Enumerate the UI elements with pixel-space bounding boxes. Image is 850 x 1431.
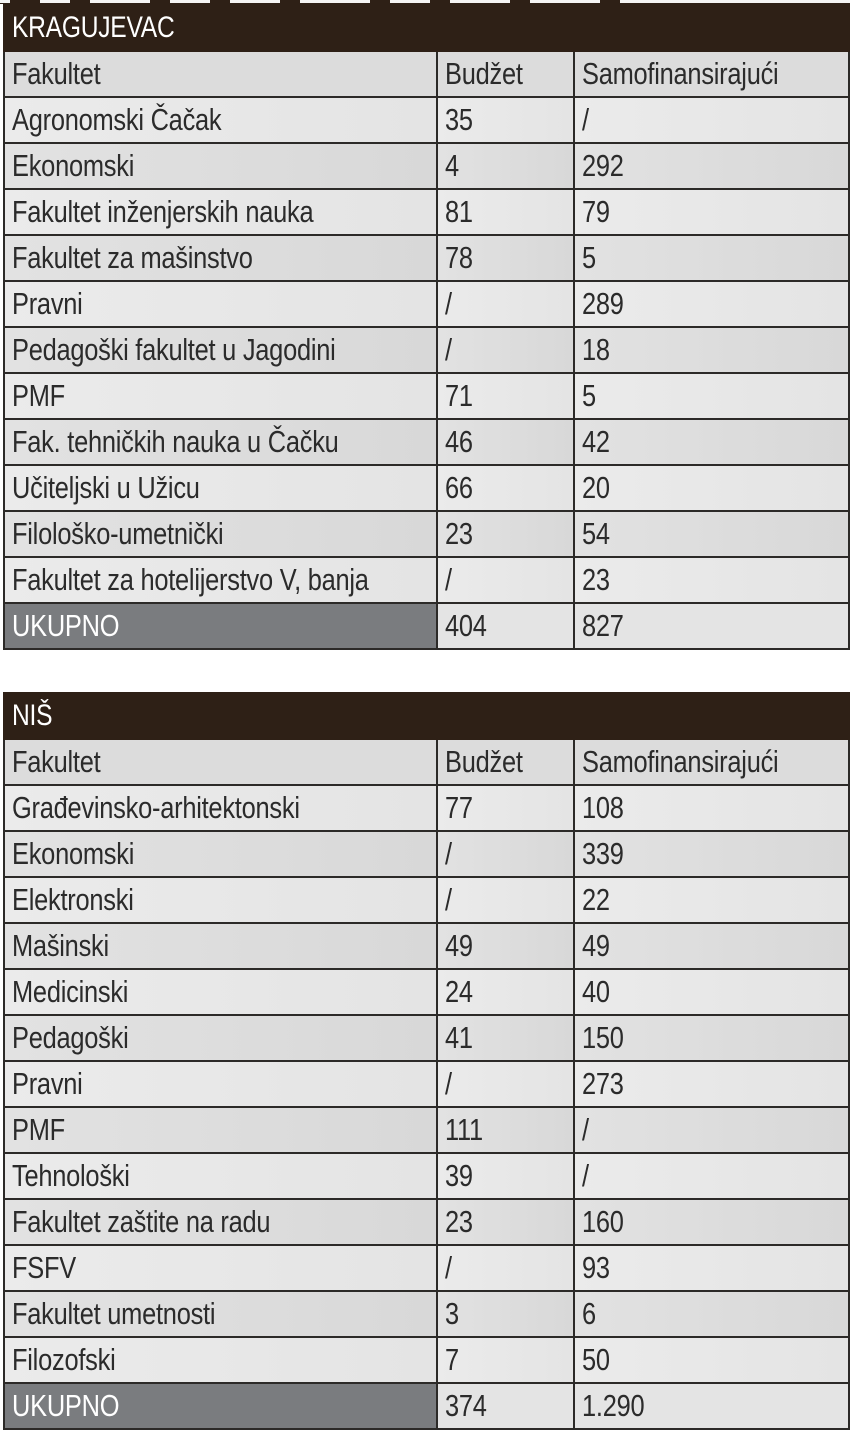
budget-cell: 71 <box>437 373 574 419</box>
table-row <box>4 1015 849 1061</box>
self-financed-cell: 6 <box>574 1291 849 1337</box>
self-financed-cell: 108 <box>574 785 849 831</box>
self-financed-cell: 40 <box>574 969 849 1015</box>
table-title-row <box>4 693 849 739</box>
self-financed-cell: 22 <box>574 877 849 923</box>
table-row <box>4 97 849 143</box>
faculty-cell: Ekonomski <box>4 143 437 189</box>
budget-cell: 39 <box>437 1153 574 1199</box>
table-row <box>4 1199 849 1245</box>
budget-cell: 81 <box>437 189 574 235</box>
self-financed-cell: 42 <box>574 419 849 465</box>
faculty-cell: Filološko-umetnički <box>4 511 437 557</box>
budget-cell: / <box>437 831 574 877</box>
total-row <box>4 1383 849 1429</box>
self-financed-cell: 292 <box>574 143 849 189</box>
table-title-row <box>4 5 849 51</box>
table-row <box>4 1153 849 1199</box>
faculty-cell: Fakultet za hotelijerstvo V, banja <box>4 557 437 603</box>
self-financed-cell: 150 <box>574 1015 849 1061</box>
faculty-cell: Fakultet inženjerskih nauka <box>4 189 437 235</box>
header-row <box>4 51 849 97</box>
faculty-cell: Pravni <box>4 281 437 327</box>
budget-cell: / <box>437 877 574 923</box>
total-row <box>4 603 849 649</box>
table-row <box>4 969 849 1015</box>
self-financed-cell: / <box>574 1107 849 1153</box>
budget-cell: 7 <box>437 1337 574 1383</box>
budget-cell: 49 <box>437 923 574 969</box>
table-row <box>4 327 849 373</box>
total-budget: 374 <box>437 1383 574 1429</box>
budget-cell: / <box>437 557 574 603</box>
table-title: KRAGUJEVAC <box>4 5 849 51</box>
faculty-cell: Filozofski <box>4 1337 437 1383</box>
faculty-cell: Fakultet zaštite na radu <box>4 1199 437 1245</box>
budget-cell: 24 <box>437 969 574 1015</box>
budget-cell: 78 <box>437 235 574 281</box>
column-header-budget: Budžet <box>437 739 574 785</box>
faculty-cell: Elektronski <box>4 877 437 923</box>
self-financed-cell: / <box>574 1153 849 1199</box>
table-row <box>4 923 849 969</box>
faculty-cell: Pravni <box>4 1061 437 1107</box>
column-header-faculty: Fakultet <box>4 739 437 785</box>
self-financed-cell: 54 <box>574 511 849 557</box>
budget-cell: 41 <box>437 1015 574 1061</box>
self-financed-cell: 23 <box>574 557 849 603</box>
faculty-cell: Mašinski <box>4 923 437 969</box>
faculty-cell: Fakultet za mašinstvo <box>4 235 437 281</box>
self-financed-cell: 49 <box>574 923 849 969</box>
budget-cell: 46 <box>437 419 574 465</box>
table-row <box>4 1061 849 1107</box>
faculty-cell: Agronomski Čačak <box>4 97 437 143</box>
header-row <box>4 739 849 785</box>
budget-cell: 66 <box>437 465 574 511</box>
table-row <box>4 143 849 189</box>
table-row <box>4 785 849 831</box>
table-row <box>4 877 849 923</box>
self-financed-cell: 93 <box>574 1245 849 1291</box>
table-row <box>4 1107 849 1153</box>
total-budget: 404 <box>437 603 574 649</box>
self-financed-cell: 79 <box>574 189 849 235</box>
budget-cell: 4 <box>437 143 574 189</box>
budget-cell: 23 <box>437 1199 574 1245</box>
table-row <box>4 235 849 281</box>
table-row <box>4 1245 849 1291</box>
self-financed-cell: 18 <box>574 327 849 373</box>
column-header-budget: Budžet <box>437 51 574 97</box>
self-financed-cell: 339 <box>574 831 849 877</box>
faculty-cell: Fakultet umetnosti <box>4 1291 437 1337</box>
column-header-faculty: Fakultet <box>4 51 437 97</box>
total-label: UKUPNO <box>4 603 437 649</box>
self-financed-cell: 273 <box>574 1061 849 1107</box>
self-financed-cell: 20 <box>574 465 849 511</box>
table-row <box>4 1337 849 1383</box>
table-row <box>4 465 849 511</box>
budget-cell: 3 <box>437 1291 574 1337</box>
total-self-financed: 1.290 <box>574 1383 849 1429</box>
faculty-cell: Fak. tehničkih nauka u Čačku <box>4 419 437 465</box>
self-financed-cell: 160 <box>574 1199 849 1245</box>
kragujevac-table <box>3 4 850 650</box>
nis-table <box>3 692 850 1430</box>
budget-cell: 111 <box>437 1107 574 1153</box>
total-self-financed: 827 <box>574 603 849 649</box>
faculty-cell: FSFV <box>4 1245 437 1291</box>
table-row <box>4 281 849 327</box>
faculty-cell: Pedagoški fakultet u Jagodini <box>4 327 437 373</box>
total-label: UKUPNO <box>4 1383 437 1429</box>
self-financed-cell: 5 <box>574 235 849 281</box>
faculty-cell: Medicinski <box>4 969 437 1015</box>
self-financed-cell: 50 <box>574 1337 849 1383</box>
table-title: NIŠ <box>4 693 849 739</box>
table-row <box>4 1291 849 1337</box>
faculty-cell: Učiteljski u Užicu <box>4 465 437 511</box>
self-financed-cell: 5 <box>574 373 849 419</box>
faculty-cell: Tehnološki <box>4 1153 437 1199</box>
column-header-self-financed: Samofinansirajući <box>574 51 849 97</box>
faculty-cell: Građevinsko-arhitektonski <box>4 785 437 831</box>
column-header-self-financed: Samofinansirajući <box>574 739 849 785</box>
table-row <box>4 557 849 603</box>
faculty-cell: PMF <box>4 1107 437 1153</box>
faculty-cell: Pedagoški <box>4 1015 437 1061</box>
budget-cell: 35 <box>437 97 574 143</box>
budget-cell: / <box>437 1061 574 1107</box>
faculty-cell: Ekonomski <box>4 831 437 877</box>
budget-cell: / <box>437 327 574 373</box>
table-row <box>4 831 849 877</box>
budget-cell: 77 <box>437 785 574 831</box>
self-financed-cell: / <box>574 97 849 143</box>
budget-cell: 23 <box>437 511 574 557</box>
table-row <box>4 373 849 419</box>
faculty-cell: PMF <box>4 373 437 419</box>
self-financed-cell: 289 <box>574 281 849 327</box>
budget-cell: / <box>437 281 574 327</box>
table-row <box>4 189 849 235</box>
table-row <box>4 511 849 557</box>
table-row <box>4 419 849 465</box>
budget-cell: / <box>437 1245 574 1291</box>
